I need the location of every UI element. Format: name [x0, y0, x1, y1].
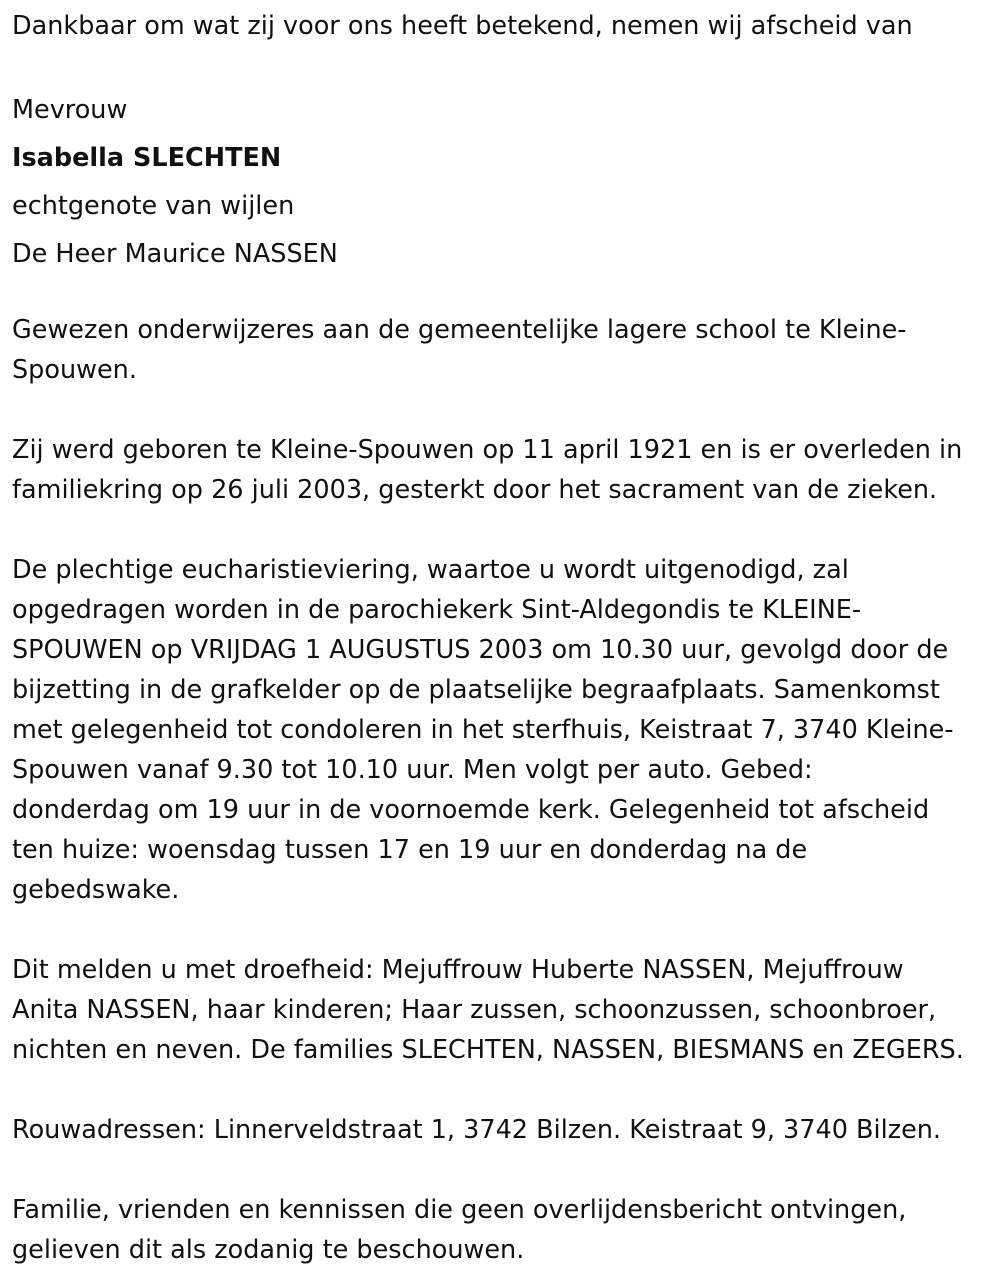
relation: echtgenote van wijlen	[12, 191, 295, 221]
addresses-paragraph	[12, 1110, 988, 1150]
paragraph-line: Gewezen onderwijzeres aan de gemeentelijke lagere school te Kleine-	[12, 315, 907, 345]
paragraph-line: opgedragen worden in de parochiekerk Sint-Aldegondis te KLEINE-	[12, 595, 862, 625]
spacer	[12, 46, 988, 86]
paragraph-line: Spouwen vanaf 9.30 tot 10.10 uur. Men volgt per auto. Gebed:	[12, 755, 813, 785]
paragraph-line: bijzetting in de grafkelder op de plaatselijke begraafplaats. Samenkomst	[12, 675, 940, 705]
spacer	[12, 1150, 988, 1190]
ceremony-paragraph	[12, 550, 988, 910]
deceased-name: Isabella SLECHTEN	[12, 143, 282, 173]
paragraph-line: Familie, vrienden en kennissen die geen overlijdensbericht ontvingen,	[12, 1195, 907, 1225]
spouse-name: De Heer Maurice NASSEN	[12, 239, 338, 269]
spacer	[12, 510, 988, 550]
paragraph-line: familiekring op 26 juli 2003, gesterkt door het sacrament van de zieken.	[12, 475, 938, 505]
spacer	[12, 1070, 988, 1110]
spacer	[12, 390, 988, 430]
paragraph-line: De plechtige eucharistieviering, waartoe u wordt uitgenodigd, zal	[12, 555, 849, 585]
intro-text: Dankbaar om wat zij voor ons heeft betekend, nemen wij afscheid van	[12, 11, 913, 41]
paragraph-line: Dit melden u met droefheid: Mejuffrouw Huberte NASSEN, Mejuffrouw	[12, 955, 904, 985]
paragraph-line: Zij werd geboren te Kleine-Spouwen op 11 april 1921 en is er overleden in	[12, 435, 963, 465]
spacer	[12, 278, 988, 310]
paragraph-line: Anita NASSEN, haar kinderen; Haar zussen, schoonzussen, schoonbroer,	[12, 995, 937, 1025]
paragraph-line: Spouwen.	[12, 355, 137, 385]
spacer	[12, 910, 988, 950]
paragraph-line: nichten en neven. De families SLECHTEN, NASSEN, BIESMANS en ZEGERS.	[12, 1035, 964, 1065]
announcement-paragraph	[12, 950, 988, 1070]
deceased-block	[12, 86, 988, 278]
paragraph-line: SPOUWEN op VRIJDAG 1 AUGUSTUS 2003 om 10.30 uur, gevolgd door de	[12, 635, 949, 665]
closing-paragraph	[12, 1190, 988, 1270]
paragraph-line: donderdag om 19 uur in de voornoemde kerk. Gelegenheid tot afscheid	[12, 795, 930, 825]
paragraph-line: Rouwadressen: Linnerveldstraat 1, 3742 Bilzen. Keistraat 9, 3740 Bilzen.	[12, 1115, 942, 1145]
birth-death-paragraph	[12, 430, 988, 510]
paragraph-line: gebedswake.	[12, 875, 180, 905]
paragraph-line: ten huize: woensdag tussen 17 en 19 uur en donderdag na de	[12, 835, 808, 865]
occupation-paragraph	[12, 310, 988, 390]
paragraph-line: met gelegenheid tot condoleren in het sterfhuis, Keistraat 7, 3740 Kleine-	[12, 715, 954, 745]
paragraph-line: gelieven dit als zodanig te beschouwen.	[12, 1235, 525, 1265]
salutation: Mevrouw	[12, 95, 128, 125]
